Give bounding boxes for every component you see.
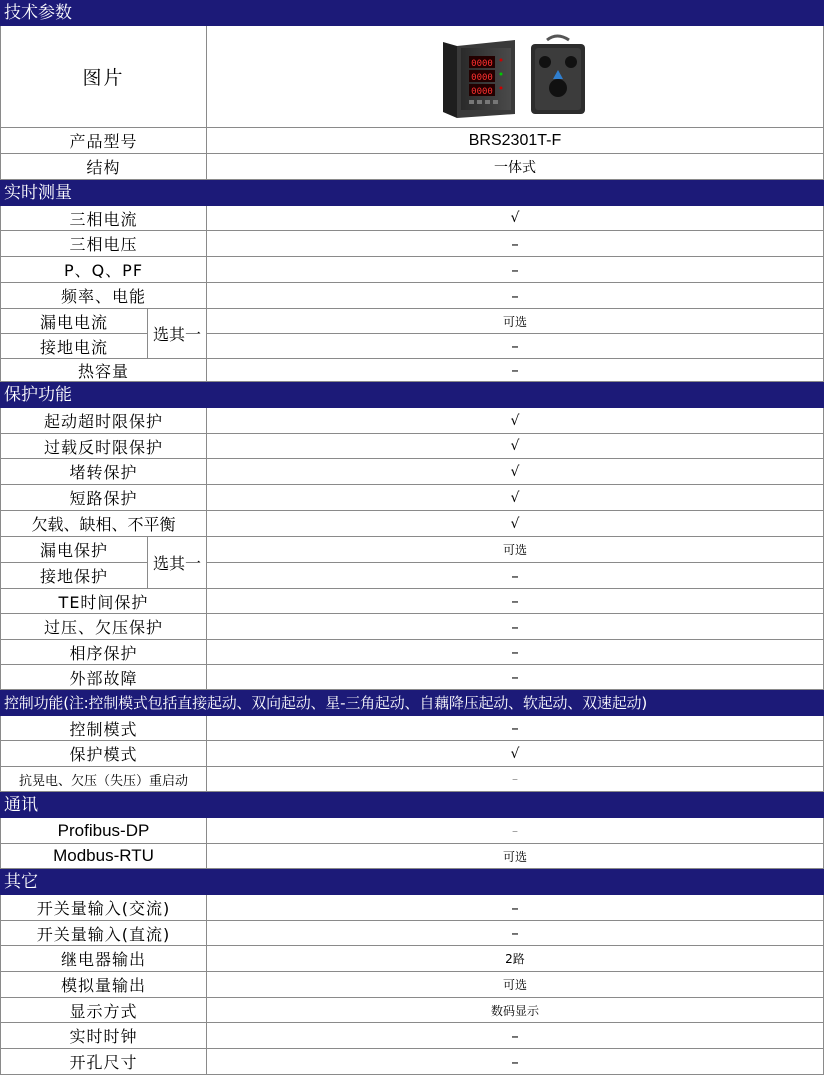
- ot-label-4: 显示方式: [0, 998, 207, 1023]
- pr-label-8: 过压、欠压保护: [0, 614, 207, 640]
- rt-value-2: –: [207, 257, 824, 283]
- pr-choose-one: 选其一: [148, 537, 207, 589]
- section-header-other: 其它: [0, 869, 824, 895]
- pr-label-0: 起动超时限保护: [0, 408, 207, 434]
- section-header-protection: 保护功能: [0, 382, 824, 408]
- ot-label-5: 实时时钟: [0, 1023, 207, 1049]
- ct-value-0: –: [207, 716, 824, 741]
- pr-value-7: –: [207, 589, 824, 614]
- section-header-control: 控制功能(注:控制模式包括直接起动、双向起动、星-三角起动、自藕降压起动、软起动、双速起动): [0, 690, 824, 716]
- ct-value-1: √: [207, 741, 824, 767]
- ct-label-1: 保护模式: [0, 741, 207, 767]
- pr-value-5: 可选: [207, 537, 824, 563]
- pr-label-2: 堵转保护: [0, 459, 207, 485]
- ot-value-2: 2路: [207, 946, 824, 972]
- pr-value-4: √: [207, 511, 824, 537]
- pr-value-8: –: [207, 614, 824, 640]
- pr-value-1: √: [207, 434, 824, 459]
- pr-label-6: 接地保护: [0, 563, 148, 589]
- pr-value-9: –: [207, 640, 824, 665]
- rt-value-6: –: [207, 359, 824, 382]
- rt-label-5: 接地电流: [0, 334, 148, 359]
- rt-label-0: 三相电流: [0, 206, 207, 231]
- section-header-realtime: 实时测量: [0, 180, 824, 206]
- pr-label-1: 过载反时限保护: [0, 434, 207, 459]
- ot-value-3: 可选: [207, 972, 824, 998]
- structure-label: 结构: [0, 154, 207, 180]
- section-header-comm: 通讯: [0, 792, 824, 818]
- rt-label-1: 三相电压: [0, 231, 207, 257]
- cm-label-1: Modbus-RTU: [0, 844, 207, 869]
- rt-value-4: 可选: [207, 309, 824, 334]
- rt-value-1: –: [207, 231, 824, 257]
- ot-label-2: 继电器输出: [0, 946, 207, 972]
- ot-value-4: 数码显示: [207, 998, 824, 1023]
- ot-label-0: 开关量输入(交流): [0, 895, 207, 921]
- model-value: BRS2301T-F: [207, 128, 824, 154]
- ot-label-3: 模拟量输出: [0, 972, 207, 998]
- ot-label-1: 开关量输入(直流): [0, 921, 207, 946]
- ct-label-0: 控制模式: [0, 716, 207, 741]
- section-header-tech-params: 技术参数: [0, 0, 824, 26]
- pr-label-9: 相序保护: [0, 640, 207, 665]
- pr-value-6: –: [207, 563, 824, 589]
- model-label: 产品型号: [0, 128, 207, 154]
- rt-label-2: P、Q、PF: [0, 257, 207, 283]
- cm-label-0: Profibus-DP: [0, 818, 207, 844]
- rt-value-3: –: [207, 283, 824, 309]
- rt-label-3: 频率、电能: [0, 283, 207, 309]
- display-line-3: 0000: [471, 86, 493, 97]
- pr-label-3: 短路保护: [0, 485, 207, 511]
- picture-label: 图片: [0, 26, 207, 128]
- ot-value-5: –: [207, 1023, 824, 1049]
- pr-value-10: –: [207, 665, 824, 690]
- device-image: [435, 32, 595, 122]
- pr-label-7: TE时间保护: [0, 589, 207, 614]
- ot-value-6: –: [207, 1049, 824, 1075]
- ot-value-0: –: [207, 895, 824, 921]
- display-line-1: 0000: [471, 58, 493, 69]
- pr-value-2: √: [207, 459, 824, 485]
- display-line-2: 0000: [471, 72, 493, 83]
- rt-value-0: √: [207, 206, 824, 231]
- ct-value-2: –: [207, 767, 824, 792]
- pr-value-3: √: [207, 485, 824, 511]
- pr-label-5: 漏电保护: [0, 537, 148, 563]
- structure-value: 一体式: [207, 154, 824, 180]
- pr-label-10: 外部故障: [0, 665, 207, 690]
- pr-label-4: 欠载、缺相、不平衡: [0, 511, 207, 537]
- rt-choose-one: 选其一: [148, 309, 207, 359]
- ct-label-2: 抗晃电、欠压（失压）重启动: [0, 767, 207, 792]
- rt-label-6: 热容量: [0, 359, 207, 382]
- product-picture: [207, 26, 824, 128]
- ot-label-6: 开孔尺寸: [0, 1049, 207, 1075]
- rt-label-4: 漏电电流: [0, 309, 148, 334]
- pr-value-0: √: [207, 408, 824, 434]
- cm-value-0: –: [207, 818, 824, 844]
- cm-value-1: 可选: [207, 844, 824, 869]
- rt-value-5: –: [207, 334, 824, 359]
- ot-value-1: –: [207, 921, 824, 946]
